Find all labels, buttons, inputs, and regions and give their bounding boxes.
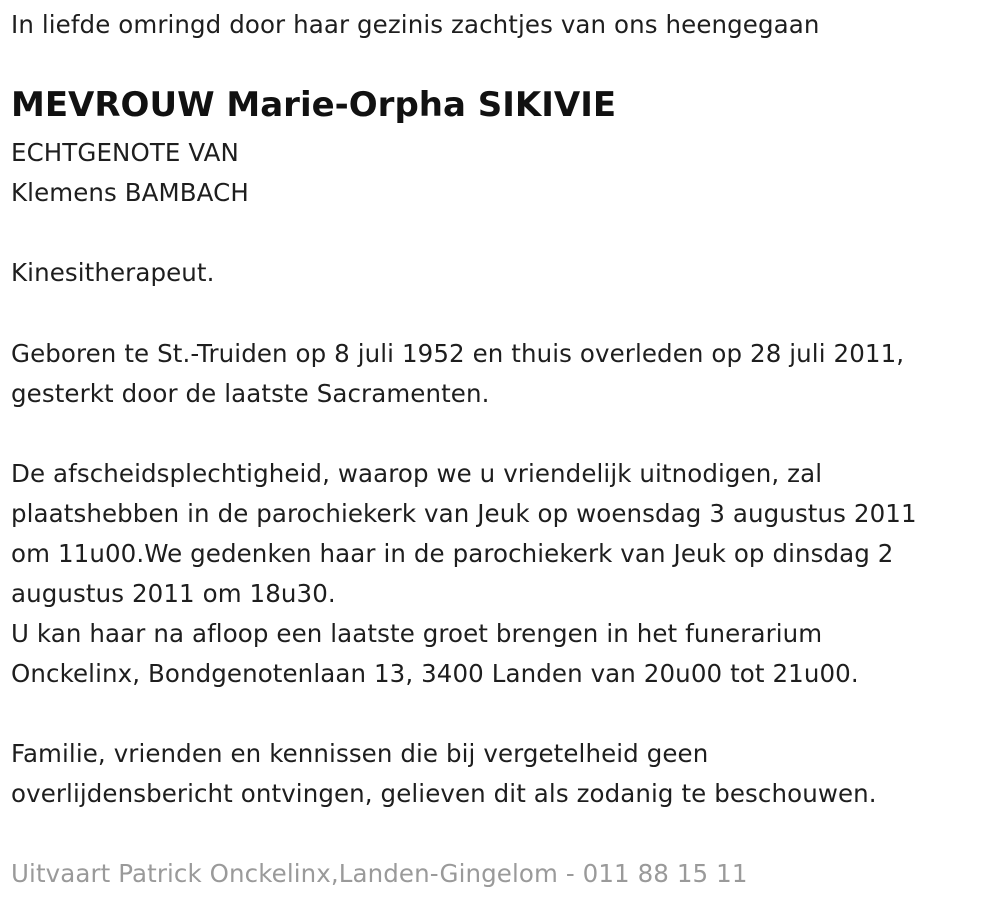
ceremony-line: augustus 2011 om 18u30.: [11, 579, 336, 608]
birth-line: gesterkt door de laatste Sacramenten.: [11, 379, 490, 408]
profession-text: Kinesitherapeut.: [11, 258, 215, 287]
deceased-name: MEVROUW Marie-Orpha SIKIVIE: [11, 85, 617, 125]
spouse-name: Klemens BAMBACH: [11, 178, 249, 207]
ceremony-line: De afscheidsplechtigheid, waarop we u vriendelijk uitnodigen, zal: [11, 459, 823, 488]
ceremony-line: om 11u00.We gedenken haar in de parochiekerk van Jeuk op dinsdag 2: [11, 539, 894, 568]
ceremony-line: Onckelinx, Bondgenotenlaan 13, 3400 Landen van 20u00 tot 21u00.: [11, 659, 859, 688]
family-line: Familie, vrienden en kennissen die bij vergetelheid geen: [11, 739, 709, 768]
ceremony-line: plaatshebben in de parochiekerk van Jeuk op woensdag 3 augustus 2011: [11, 499, 917, 528]
family-line: overlijdensbericht ontvingen, gelieven dit als zodanig te beschouwen.: [11, 779, 877, 808]
spouse-label: ECHTGENOTE VAN: [11, 138, 239, 167]
birth-line: Geboren te St.-Truiden op 8 juli 1952 en thuis overleden op 28 juli 2011,: [11, 339, 905, 368]
ceremony-line: U kan haar na afloop een laatste groet brengen in het funerarium: [11, 619, 823, 648]
intro-text: In liefde omringd door haar gezinis zachtjes van ons heengegaan: [11, 10, 820, 39]
funeral-home-footer: Uitvaart Patrick Onckelinx,Landen-Gingelom - 011 88 15 11: [11, 859, 748, 888]
